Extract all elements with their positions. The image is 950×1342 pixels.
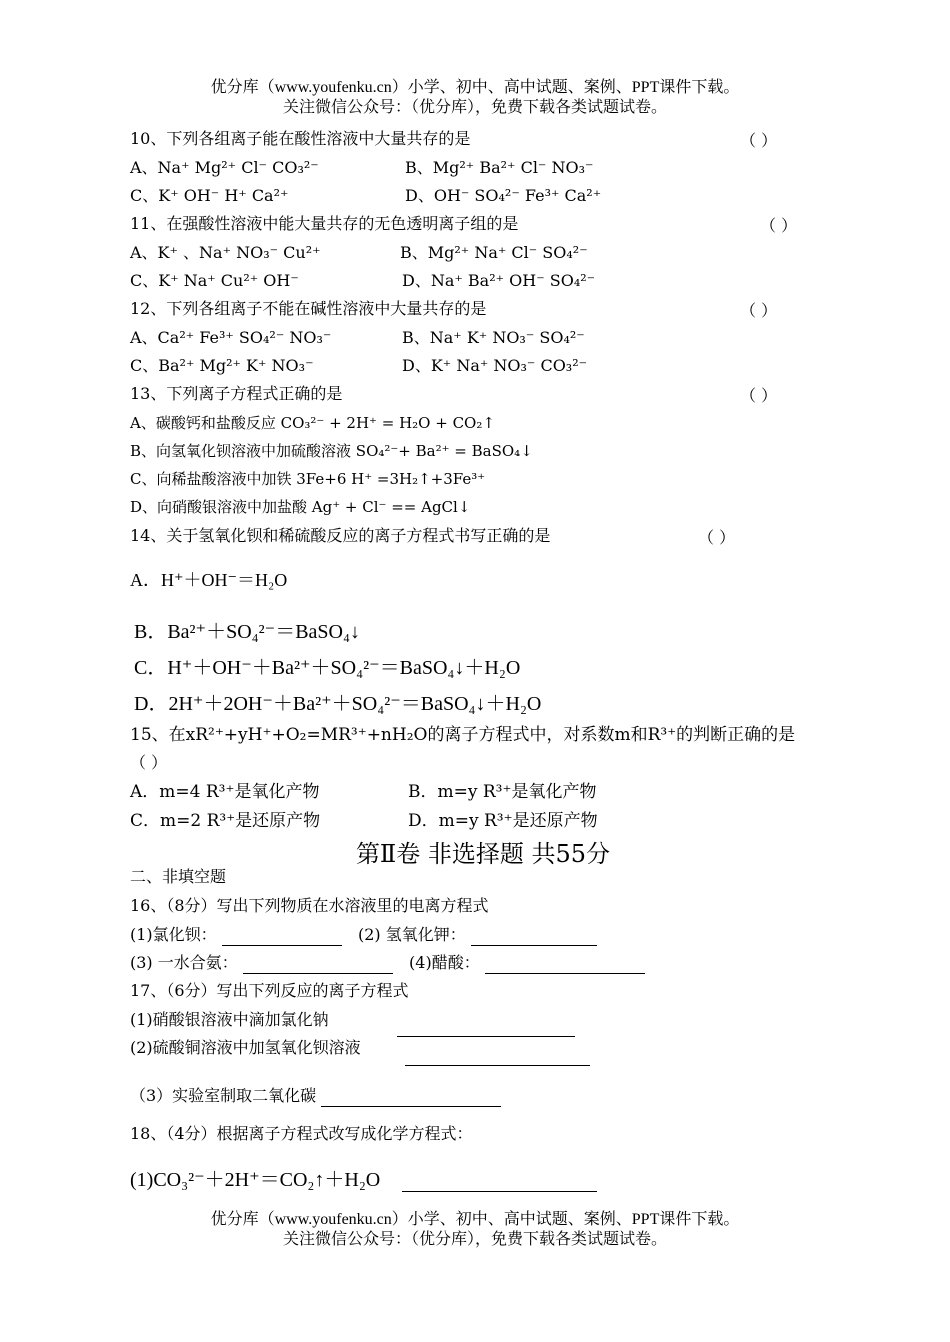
q16-item-3: (3) 一水合氨： bbox=[130, 953, 238, 972]
q15-answer-paren: （ ） bbox=[130, 753, 168, 772]
q17-blank-1[interactable] bbox=[397, 1036, 575, 1037]
q16-blank-2[interactable] bbox=[471, 929, 597, 946]
part-2-heading: 二、非填空题 bbox=[130, 867, 227, 886]
q18-item-1: (1)CO₃²⁻＋2H⁺＝CO₂↑＋H₂O bbox=[130, 1169, 381, 1191]
q17-blank-2[interactable] bbox=[405, 1065, 590, 1066]
q10-option-a: A、Na⁺ Mg²⁺ Cl⁻ CO₃²⁻ bbox=[130, 158, 319, 177]
q18-stem: 18、（4分）根据离子方程式改写成化学方程式： bbox=[130, 1124, 473, 1143]
footer-line-2: 关注微信公众号：（优分库），免费下载各类试题试卷。 bbox=[282, 1231, 667, 1248]
q16-blank-1[interactable] bbox=[222, 929, 342, 946]
q13-option-c: C、向稀盐酸溶液中加铁 3Fe+6 H⁺ =3H₂↑+3Fe³⁺ bbox=[130, 470, 486, 488]
q11-stem: 11、在强酸性溶液中能大量共存的无色透明离子组的是 bbox=[130, 214, 519, 233]
q11-option-b: B、Mg²⁺ Na⁺ Cl⁻ SO₄²⁻ bbox=[400, 243, 588, 262]
q15-stem: 15、在xR²⁺+yH⁺+O₂=MR³⁺+nH₂O的离子方程式中，对系数m和R³⁺的判断正确的是 bbox=[130, 725, 796, 745]
q10-answer-paren: （ ） bbox=[740, 131, 778, 150]
q12-option-c: C、Ba²⁺ Mg²⁺ K⁺ NO₃⁻ bbox=[130, 356, 314, 375]
header-line-1: 优分库（www.youfenku.cn）小学、初中、高中试题、案例、PPT课件下载。 bbox=[210, 79, 740, 96]
q15-option-b: B．m=y R³⁺是氧化产物 bbox=[408, 782, 597, 802]
q13-option-b: B、向氢氧化钡溶液中加硫酸溶液 SO₄²⁻+ Ba²⁺ = BaSO₄↓ bbox=[130, 442, 533, 460]
q16-item-2: (2) 氢氧化钾： bbox=[357, 925, 466, 944]
q12-option-a: A、Ca²⁺ Fe³⁺ SO₄²⁻ NO₃⁻ bbox=[130, 328, 332, 347]
q12-stem: 12、下列各组离子不能在碱性溶液中大量共存的是 bbox=[130, 299, 487, 318]
section-2-title: 第Ⅱ卷 非选择题 共55分 bbox=[355, 840, 611, 868]
q14-option-b: B．Ba²⁺＋SO₄²⁻＝BaSO₄↓ bbox=[134, 621, 360, 643]
q17-item-3: （3）实验室制取二氧化碳 bbox=[130, 1086, 317, 1105]
q16-stem: 16、（8分）写出下列物质在水溶液里的电离方程式 bbox=[130, 896, 489, 915]
q12-option-d: D、K⁺ Na⁺ NO₃⁻ CO₃²⁻ bbox=[402, 356, 588, 375]
q10-option-b: B、Mg²⁺ Ba²⁺ Cl⁻ NO₃⁻ bbox=[405, 158, 594, 177]
q16-blank-4[interactable] bbox=[485, 957, 645, 974]
q11-option-c: C、K⁺ Na⁺ Cu²⁺ OH⁻ bbox=[130, 271, 299, 290]
q11-option-a: A、K⁺ 、Na⁺ NO₃⁻ Cu²⁺ bbox=[130, 243, 321, 262]
q12-option-b: B、Na⁺ K⁺ NO₃⁻ SO₄²⁻ bbox=[402, 328, 585, 347]
q17-stem: 17、（6分）写出下列反应的离子方程式 bbox=[130, 981, 409, 1000]
q13-option-d: D、向硝酸银溶液中加盐酸 Ag⁺ + Cl⁻ == AgCl↓ bbox=[130, 498, 471, 516]
q14-option-a: A．H⁺＋OH⁻＝H₂O bbox=[130, 570, 288, 590]
q18-blank-1[interactable] bbox=[402, 1173, 597, 1192]
q17-blank-3[interactable] bbox=[321, 1090, 501, 1107]
q10-stem: 10、下列各组离子能在酸性溶液中大量共存的是 bbox=[130, 129, 471, 148]
footer-line-1: 优分库（www.youfenku.cn）小学、初中、高中试题、案例、PPT课件下载。 bbox=[210, 1211, 740, 1228]
q11-option-d: D、Na⁺ Ba²⁺ OH⁻ SO₄²⁻ bbox=[402, 271, 596, 290]
q13-option-a: A、碳酸钙和盐酸反应 CO₃²⁻ + 2H⁺ = H₂O + CO₂↑ bbox=[130, 414, 495, 432]
q14-answer-paren: （ ） bbox=[698, 528, 736, 547]
q15-option-a: A．m=4 R³⁺是氧化产物 bbox=[130, 782, 320, 802]
q17-item-1: (1)硝酸银溶液中滴加氯化钠 bbox=[130, 1010, 329, 1029]
q17-item-2: (2)硫酸铜溶液中加氢氧化钡溶液 bbox=[130, 1038, 361, 1057]
q15-option-d: D．m=y R³⁺是还原产物 bbox=[408, 811, 598, 831]
q16-item-4: (4)醋酸： bbox=[409, 953, 480, 972]
q14-stem: 14、关于氢氧化钡和稀硫酸反应的离子方程式书写正确的是 bbox=[130, 526, 551, 545]
q13-answer-paren: （ ） bbox=[740, 386, 778, 405]
q16-item-1: (1)氯化钡： bbox=[130, 925, 217, 944]
q14-option-d: D．2H⁺＋2OH⁻＋Ba²⁺＋SO₄²⁻＝BaSO₄↓＋H₂O bbox=[134, 693, 542, 715]
header-line-2: 关注微信公众号：（优分库），免费下载各类试题试卷。 bbox=[282, 99, 667, 116]
q16-blank-3[interactable] bbox=[243, 957, 393, 974]
q10-option-c: C、K⁺ OH⁻ H⁺ Ca²⁺ bbox=[130, 186, 289, 205]
q15-option-c: C．m=2 R³⁺是还原产物 bbox=[130, 811, 321, 831]
q14-option-c: C．H⁺＋OH⁻＋Ba²⁺＋SO₄²⁻＝BaSO₄↓＋H₂O bbox=[134, 657, 521, 679]
q11-answer-paren: （ ） bbox=[760, 216, 798, 235]
q12-answer-paren: （ ） bbox=[740, 301, 778, 320]
q13-stem: 13、下列离子方程式正确的是 bbox=[130, 384, 343, 403]
q10-option-d: D、OH⁻ SO₄²⁻ Fe³⁺ Ca²⁺ bbox=[405, 186, 602, 205]
